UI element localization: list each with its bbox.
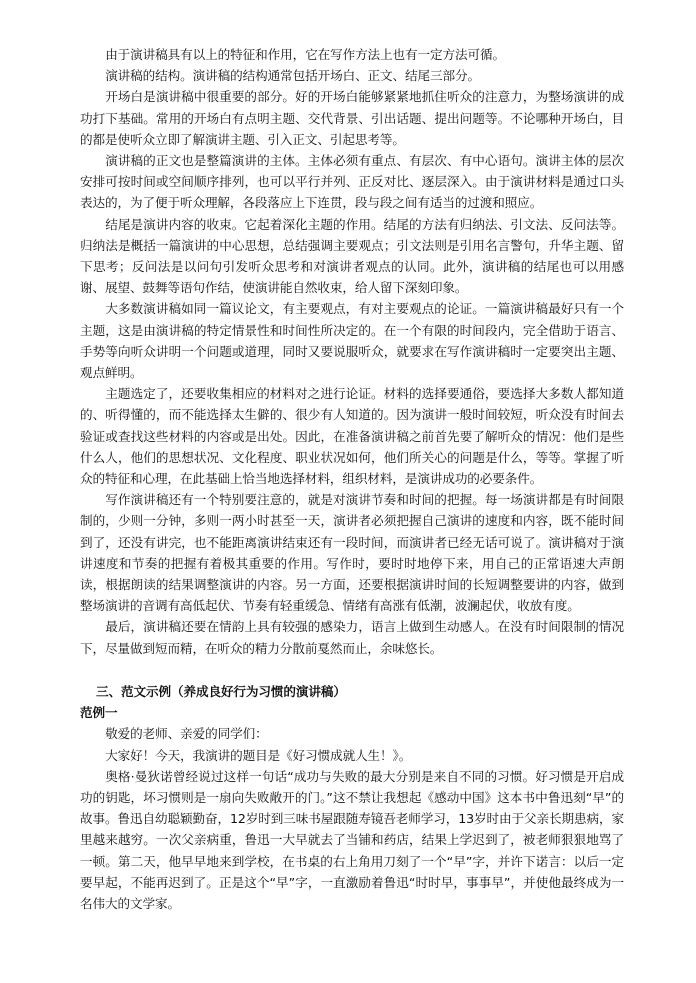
body-paragraph: 最后，演讲稿还要在情韵上具有较强的感染力，语言上做到生动感人。在没有时间限制的情况下，尽量做到短而精，在听众的精力分散前戛然而止，余味悠长。 — [80, 619, 624, 656]
body-paragraph: 大家好！今天，我演讲的题目是《好习惯成就人生！》。 — [105, 747, 412, 763]
body-paragraph: 开场白是演讲稿中很重要的部分。好的开场白能够紧紧地抓住听众的注意力，为整场演讲的成功打下基础。常用的开场白有点明主题、交代背景、引出话题、提出问题等。不论哪种开场白，目的都是使听众立即了解演讲主题、引入正文、引起思考等。 — [80, 89, 624, 147]
body-paragraph: 演讲稿的结构。演讲稿的结构通常包括开场白、正文、结尾三部分。 — [105, 68, 481, 84]
body-paragraph: 主题选定了，还要收集相应的材料对之进行论证。材料的选择要通俗，要选择大多数人都知道的、听得懂的，而不能选择太生僻的、很少有人知道的。因为演讲一般时间较短，听众没有时间去验证或查找这些材料的内容或是出处。因此，在准备演讲稿之前首先要了解听众的情况：他们是些什么人，他们的思想状况、文化程度、职业状况如何，他们所关心的问题是什么，等等。掌握了听众的特征和心理，在此基础上恰当地选择材料，组织材料，是演讲成功的必要条件。 — [80, 386, 624, 487]
body-paragraph: 演讲稿的正文也是整篇演讲的主体。主体必须有重点、有层次、有中心语句。演讲主体的层次安排可按时间或空间顺序排列，也可以平行并列、正反对比、逐层深入。由于演讲材料是通过口头表达的，为了便于听众理解，各段落应上下连贯，段与段之间有适当的过渡和照应。 — [80, 153, 624, 211]
example-label: 范例一 — [80, 705, 118, 721]
body-paragraph: 大多数演讲稿如同一篇议论文，有主要观点，有对主要观点的论证。一篇演讲稿最好只有一个主题，这是由演讲稿的特定情景性和时间性所决定的。在一个有限的时间段内，完全借助于语言、手势等向听众讲明一个问题或道理，同时又要说服听众，就要求在写作演讲稿时一定要突出主题、观点鲜明。 — [80, 301, 624, 381]
body-paragraph: 写作演讲稿还有一个特别要注意的，就是对演讲节奏和时间的把握。每一场演讲都是有时间限制的，少则一分钟，多则一两小时甚至一天，演讲者必须把握自己演讲的速度和内容，既不能时间到了，还没有讲完，也不能距离演讲结束还有一段时间，而演讲者已经无话可说了。演讲稿对于演讲速度和节奏的把握有着极其重要的作用。写作时，要时时地停下来，用自己的正常语速大声朗读，根据朗读的结果调整演讲的内容。另一方面，还要根据演讲时间的长短调整要讲的内容，做到整场演讲的音调有高低起伏、节奏有轻重缓急、情绪有高涨有低潮，波澜起伏，收放有度。 — [80, 492, 624, 614]
body-paragraph: 奥格·曼狄诺曾经说过这样一句话“成功与失败的最大分别是来自不同的习惯。好习惯是开启成功的钥匙，坏习惯则是一扇向失败敞开的门。”这不禁让我想起《感动中国》这本书中鲁迅刻“早”的故事。鲁迅自幼聪颖勤奋，12岁时到三味书屋跟随寿镜吾老师学习，13岁时由于父亲长期患病，家里越来越穷。一次父亲病重，鲁迅一大早就去了当铺和药店，结果上学迟到了，被老师狠狠地骂了一顿。第二天，他早早地来到学校，在书桌的右上角用刀刻了一个“早”字，并许下诺言：以后一定要早起，不能再迟到了。正是这个“早”字，一直激励着鲁迅“时时早，事事早”，并使他最终成为一名伟大的文学家。 — [80, 768, 624, 911]
section-gap — [80, 659, 624, 681]
salutation: 敬爱的老师、亲爱的同学们： — [105, 726, 268, 742]
section-heading: 三、范文示例（养成良好行为习惯的演讲稿） — [96, 683, 346, 699]
body-paragraph: 结尾是演讲内容的收束。它起着深化主题的作用。结尾的方法有归纳法、引文法、反问法等。归纳法是概括一篇演讲的中心思想，总结强调主要观点；引文法则是引用名言警句，升华主题、留下思考；反问法是以问句引发听众思考和对演讲者观点的认同。此外，演讲稿的结尾也可以用感谢、展望、鼓舞等语句作结，使演讲能自然收束，给人留下深刻印象。 — [80, 216, 624, 296]
body-paragraph: 由于演讲稿具有以上的特征和作用，它在写作方法上也有一定方法可循。 — [105, 47, 505, 62]
